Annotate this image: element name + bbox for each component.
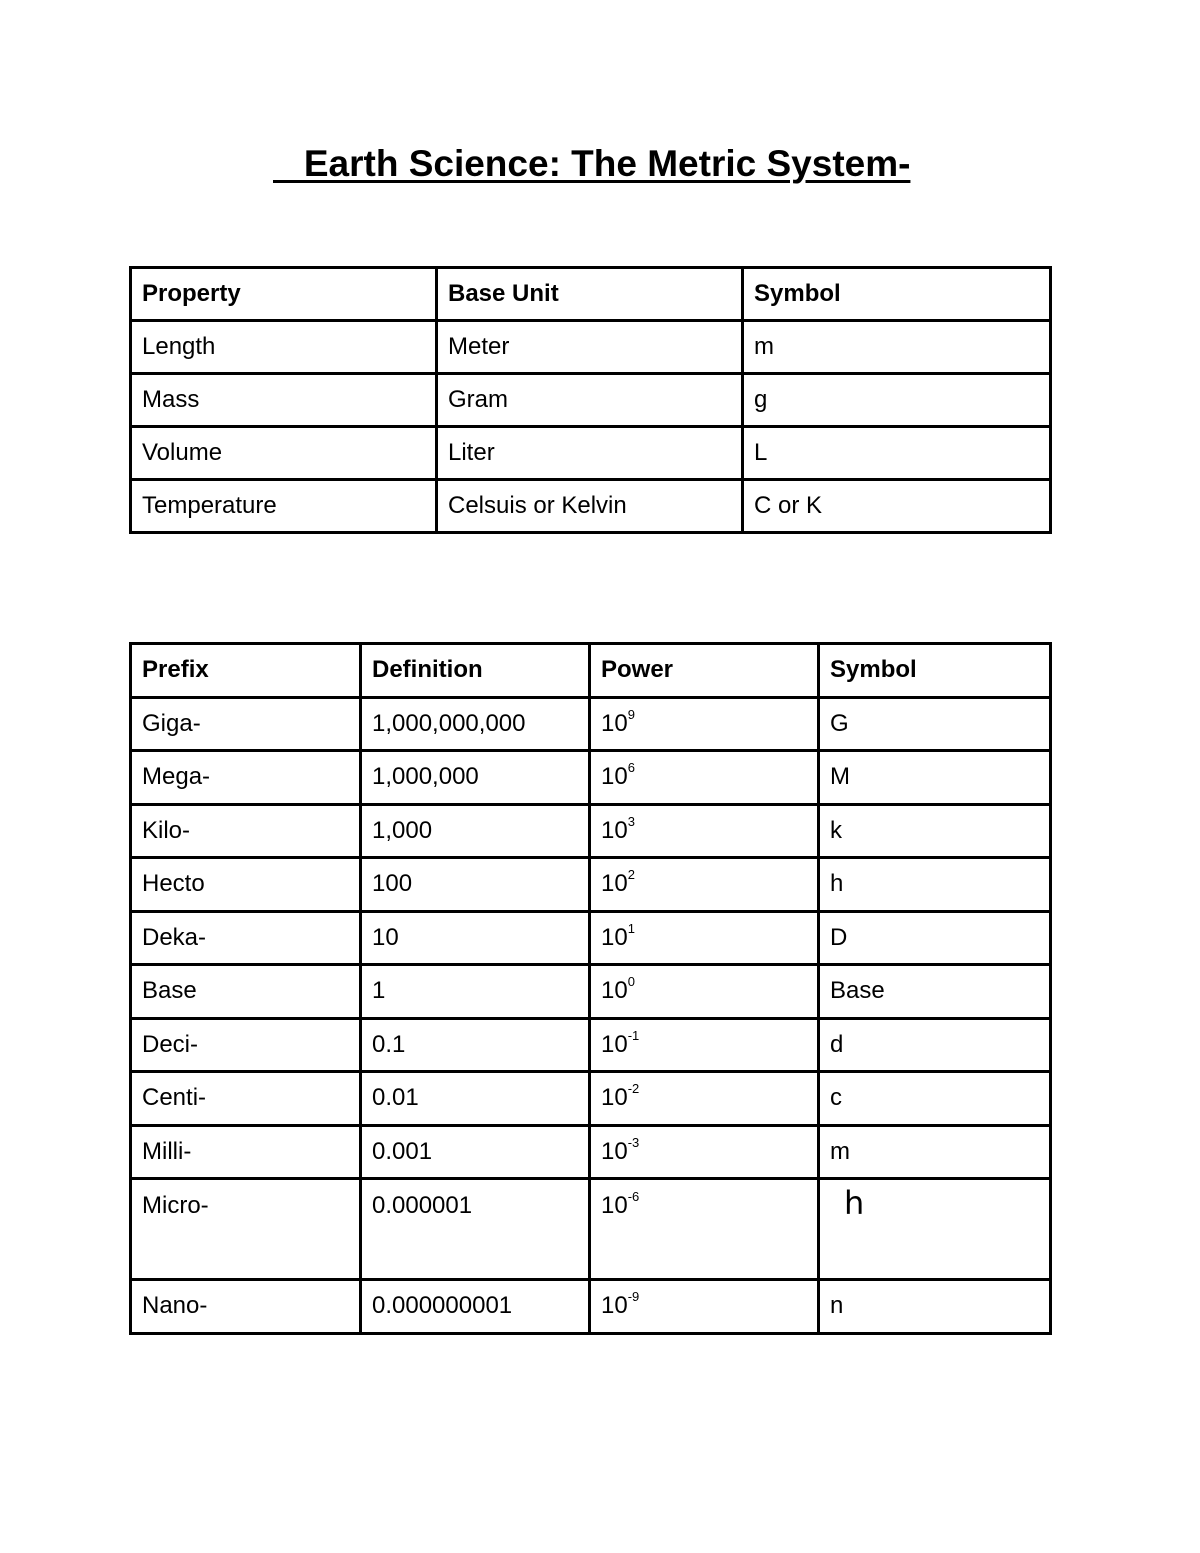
definition-cell: 100	[361, 858, 590, 912]
table-row	[131, 321, 1051, 374]
symbol-cell: C or K	[743, 480, 1051, 533]
definition-cell: 0.01	[361, 1072, 590, 1126]
symbol-cell: h	[819, 858, 1051, 912]
power-base: 10	[601, 870, 628, 898]
prefix-cell: Hecto	[131, 858, 361, 912]
power-exponent: 0	[627, 974, 635, 990]
symbol-cell: d	[819, 1018, 1051, 1072]
definition-cell: 0.000001	[361, 1179, 590, 1280]
prefix-cell: Giga-	[131, 697, 361, 751]
power-exponent: -6	[627, 1189, 640, 1204]
power-exponent: -3	[627, 1134, 640, 1150]
prefix-cell: Centi-	[131, 1072, 361, 1126]
power-base: 10	[601, 816, 628, 844]
prefix-cell: Micro-	[131, 1179, 361, 1280]
power-cell	[590, 697, 819, 751]
table-row	[131, 427, 1051, 480]
column-header-symbol: Symbol	[743, 268, 1051, 321]
definition-cell: 0.000000001	[361, 1280, 590, 1334]
prefix-cell: Mega-	[131, 751, 361, 805]
column-header-prefix: Prefix	[131, 644, 361, 698]
power-exponent: 6	[627, 760, 635, 776]
power-base: 10	[601, 1137, 628, 1165]
power-base: 10	[601, 709, 628, 737]
table-row	[131, 1280, 1051, 1334]
symbol-cell: k	[819, 804, 1051, 858]
definition-cell: 0.001	[361, 1125, 590, 1179]
symbol-cell: m	[743, 321, 1051, 374]
column-header-definition: Definition	[361, 644, 590, 698]
power-exponent: -1	[627, 1027, 640, 1043]
property-cell: Volume	[131, 427, 437, 480]
table-row	[131, 480, 1051, 533]
power-exponent: 3	[627, 813, 635, 829]
prefix-cell: Nano-	[131, 1280, 361, 1334]
power-cell	[590, 1125, 819, 1179]
symbol-cell: m	[819, 1125, 1051, 1179]
definition-cell: 1,000,000	[361, 751, 590, 805]
power-base: 10	[601, 1030, 628, 1058]
power-exponent: -9	[627, 1289, 640, 1305]
base-unit-cell: Gram	[437, 374, 743, 427]
table-row	[131, 1179, 1051, 1280]
symbol-cell: G	[819, 697, 1051, 751]
base-unit-cell: Meter	[437, 321, 743, 374]
base-units-table	[129, 266, 1052, 534]
column-header-base-unit: Base Unit	[437, 268, 743, 321]
column-header-symbol: Symbol	[819, 644, 1051, 698]
power-base: 10	[601, 763, 628, 791]
symbol-cell: g	[743, 374, 1051, 427]
table-row	[131, 374, 1051, 427]
table-row	[131, 858, 1051, 912]
definition-cell: 10	[361, 911, 590, 965]
power-cell	[590, 858, 819, 912]
table-row	[131, 697, 1051, 751]
table-header-row	[131, 268, 1051, 321]
prefix-cell: Base	[131, 965, 361, 1019]
property-cell: Length	[131, 321, 437, 374]
table-row	[131, 1018, 1051, 1072]
power-cell	[590, 1018, 819, 1072]
power-exponent: 9	[627, 706, 635, 722]
power-cell	[590, 1072, 819, 1126]
definition-cell: 1,000,000,000	[361, 697, 590, 751]
table-row	[131, 911, 1051, 965]
prefix-cell: Kilo-	[131, 804, 361, 858]
prefix-cell: Deci-	[131, 1018, 361, 1072]
power-cell	[590, 1280, 819, 1334]
table-row	[131, 804, 1051, 858]
power-cell	[590, 965, 819, 1019]
table-header-row	[131, 644, 1051, 698]
power-cell	[590, 804, 819, 858]
column-header-property: Property	[131, 268, 437, 321]
property-cell: Mass	[131, 374, 437, 427]
definition-cell: 1	[361, 965, 590, 1019]
base-unit-cell: Liter	[437, 427, 743, 480]
column-header-power: Power	[590, 644, 819, 698]
power-base: 10	[601, 1084, 628, 1112]
symbol-cell: Base	[819, 965, 1051, 1019]
base-unit-cell: Celsuis or Kelvin	[437, 480, 743, 533]
definition-cell: 0.1	[361, 1018, 590, 1072]
table-row	[131, 1072, 1051, 1126]
symbol-cell: c	[819, 1072, 1051, 1126]
prefix-cell: Milli-	[131, 1125, 361, 1179]
power-cell	[590, 1179, 819, 1280]
page-title: Earth Science: The Metric System-	[273, 143, 911, 184]
power-exponent: 2	[627, 867, 635, 883]
power-base: 10	[601, 1192, 628, 1219]
power-base: 10	[601, 923, 628, 951]
table-row	[131, 1125, 1051, 1179]
symbol-cell: D	[819, 911, 1051, 965]
power-base: 10	[601, 1292, 628, 1320]
symbol-cell: M	[819, 751, 1051, 805]
symbol-cell: L	[743, 427, 1051, 480]
power-exponent: 1	[627, 920, 635, 936]
power-cell	[590, 911, 819, 965]
metric-prefix-table	[129, 642, 1052, 1335]
power-exponent: -2	[627, 1081, 640, 1097]
symbol-cell: n	[819, 1280, 1051, 1334]
power-cell	[590, 751, 819, 805]
table-row	[131, 965, 1051, 1019]
definition-cell: 1,000	[361, 804, 590, 858]
property-cell: Temperature	[131, 480, 437, 533]
power-base: 10	[601, 977, 628, 1005]
prefix-cell: Deka-	[131, 911, 361, 965]
symbol-cell: h	[819, 1179, 1051, 1280]
table-row	[131, 751, 1051, 805]
